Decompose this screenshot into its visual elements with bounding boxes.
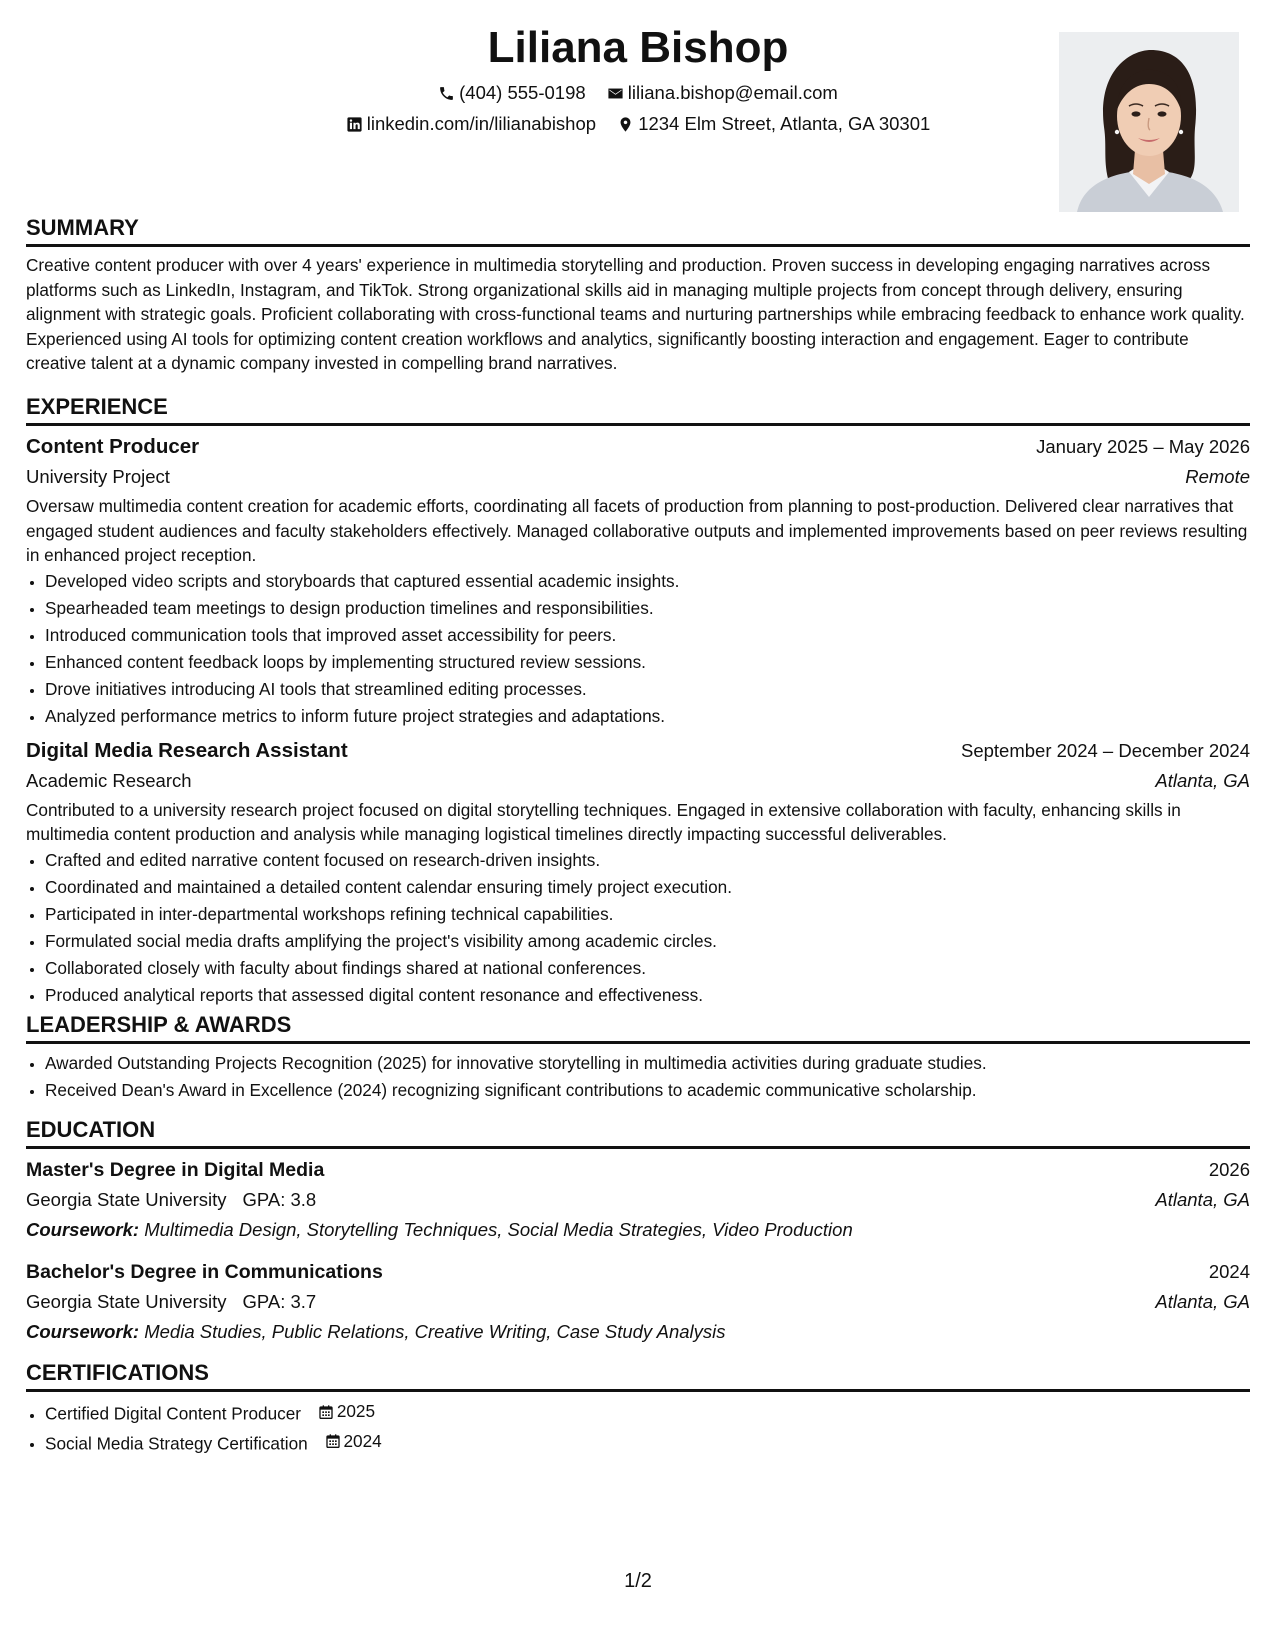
job-dates: January 2025 – May 2026 (1036, 436, 1250, 457)
linkedin-text: linkedin.com/in/lilianabishop (366, 113, 597, 134)
job-bullet: • Analyzed performance metrics to inform future project strategies and adaptations. (45, 703, 1250, 730)
certification-name: Social Media Strategy Certification (45, 1433, 308, 1453)
job-location: Remote (1185, 466, 1250, 487)
school-location: Atlanta, GA (1155, 1291, 1250, 1312)
job-organization: University Project (26, 466, 170, 487)
job-bullet: • Spearheaded team meetings to design production timelines and responsibilities. (45, 595, 1250, 622)
leadership-heading: LEADERSHIP & AWARDS (26, 1011, 1250, 1044)
coursework-list: Media Studies, Public Relations, Creative Writing, Case Study Analysis (144, 1321, 726, 1342)
job-bullet: • Participated in inter-departmental workshops refining technical capabilities. (45, 901, 1250, 928)
phone-icon (438, 85, 455, 102)
summary-text: Creative content producer with over 4 years' experience in multimedia storytelling and production. Proven success in developing engaging narratives across platforms such as LinkedIn, Instagram, and TikTok. Strong organizational skills aid in managing multiple projects from concept through delivery, ensuring alignment with strategic goals. Proficient collaborating with cross-functional teams and nurturing partnerships while embracing feedback to enhance work quality. Experienced using AI tools for optimizing content creation workflows and analytics, significantly boosting interaction and engagement. Eager to contribute creative talent at a dynamic company invested in compelling brand narratives. (26, 255, 1245, 373)
certification-year: 2024 (343, 1430, 382, 1451)
degree-title: Bachelor's Degree in Communications (26, 1261, 383, 1283)
school-line (26, 1185, 316, 1215)
job-bullet: • Drove initiatives introducing AI tools that streamlined editing processes. (45, 676, 1250, 703)
coursework-line (26, 1317, 1250, 1347)
coursework-list: Multimedia Design, Storytelling Techniques, Social Media Strategies, Video Production (144, 1219, 853, 1240)
resume-page (26, 0, 1250, 1650)
school-location: Atlanta, GA (1155, 1189, 1250, 1210)
experience-section (26, 393, 1250, 1009)
email-icon (607, 85, 624, 102)
job-bullet-list (26, 568, 1250, 730)
degree-year: 2024 (1208, 1261, 1250, 1282)
job-bullet: • Collaborated closely with faculty about findings shared at national conferences. (45, 955, 1250, 982)
gpa: GPA: 3.8 (242, 1189, 317, 1210)
address-contact (617, 111, 930, 137)
job-bullet: • Crafted and edited narrative content focused on research-driven insights. (45, 847, 1250, 874)
job-entry (26, 432, 1250, 730)
profile-photo (1059, 32, 1239, 212)
certification-list (26, 1398, 1250, 1457)
certification-item (45, 1428, 1250, 1458)
leadership-section (26, 1011, 1250, 1104)
certification-date (318, 1398, 375, 1425)
email-text: liliana.bishop@email.com (627, 82, 838, 103)
job-description: Oversaw multimedia content creation for academic efforts, coordinating all facets of production from planning to post-production. Delivered clear narratives that engaged student audiences and faculty stakeholders effectively. Managed collaborative outputs and implemented improvements based on peer reviews resulting in enhanced project reception. (26, 496, 1248, 565)
job-bullet: • Developed video scripts and storyboards that captured essential academic insights. (45, 568, 1250, 595)
degree-title: Master's Degree in Digital Media (26, 1159, 325, 1181)
certification-item (45, 1398, 1250, 1428)
school-name: Georgia State University (26, 1189, 227, 1210)
portrait-image (1059, 32, 1239, 212)
job-location: Atlanta, GA (1155, 769, 1250, 791)
job-entry (26, 736, 1250, 1009)
award-item: • Received Dean's Award in Excellence (2024) recognizing significant contributions to academic communicative scholarship. (45, 1077, 1250, 1104)
coursework-line (26, 1215, 1250, 1245)
candidate-name: Liliana Bishop (487, 23, 789, 72)
certifications-section (26, 1359, 1250, 1457)
job-title: Content Producer (26, 435, 200, 458)
calendar-icon (325, 1433, 341, 1449)
location-pin-icon (617, 116, 634, 133)
address-text: 1234 Elm Street, Atlanta, GA 30301 (638, 113, 931, 134)
school-line (26, 1287, 316, 1317)
page-number: 1/2 (624, 1570, 652, 1592)
school-name: Georgia State University (26, 1291, 227, 1312)
summary-heading: SUMMARY (26, 214, 1250, 247)
job-dates: September 2024 – December 2024 (961, 739, 1250, 761)
email-contact[interactable] (607, 80, 838, 106)
certification-date (325, 1428, 382, 1455)
job-bullet: • Produced analytical reports that assessed digital content resonance and effectiveness. (45, 982, 1250, 1009)
job-bullet: • Enhanced content feedback loops by implementing structured review sessions. (45, 649, 1250, 676)
job-organization: Academic Research (26, 769, 192, 791)
job-description: Contributed to a university research project focused on digital storytelling techniques. Engaged in extensive collaboration with faculty, enhancing skills in multimedia content production and analysis while managing logistical timelines directly impacting successful deliverables. (26, 799, 1181, 844)
gpa: GPA: 3.7 (242, 1291, 317, 1312)
job-bullet: • Formulated social media drafts amplifying the project's visibility among academic circles. (45, 928, 1250, 955)
award-item: • Awarded Outstanding Projects Recognition (2025) for innovative storytelling in multimedia activities during graduate studies. (45, 1050, 1250, 1077)
job-bullet: • Introduced communication tools that improved asset accessibility for peers. (45, 622, 1250, 649)
linkedin-contact[interactable] (346, 111, 596, 137)
phone-contact[interactable] (438, 80, 586, 106)
phone-text: (404) 555-0198 (459, 82, 586, 103)
certifications-heading: CERTIFICATIONS (26, 1359, 1250, 1392)
education-heading: EDUCATION (26, 1116, 1250, 1149)
summary-section (26, 214, 1250, 376)
education-section (26, 1116, 1250, 1347)
certification-year: 2025 (336, 1401, 376, 1421)
degree-year: 2026 (1208, 1159, 1250, 1180)
linkedin-icon (346, 116, 363, 133)
job-bullet-list (26, 847, 1250, 1009)
experience-heading: EXPERIENCE (26, 393, 1250, 426)
degree-entry (26, 1155, 1250, 1245)
degree-entry (26, 1257, 1250, 1347)
certification-name: Certified Digital Content Producer (45, 1403, 302, 1424)
coursework-label: Coursework: (26, 1321, 140, 1342)
job-bullet: • Coordinated and maintained a detailed content calendar ensuring timely project execution. (45, 874, 1250, 901)
job-title: Digital Media Research Assistant (26, 738, 348, 762)
calendar-icon (318, 1404, 334, 1420)
coursework-label: Coursework: (26, 1219, 140, 1240)
award-list (26, 1050, 1250, 1104)
